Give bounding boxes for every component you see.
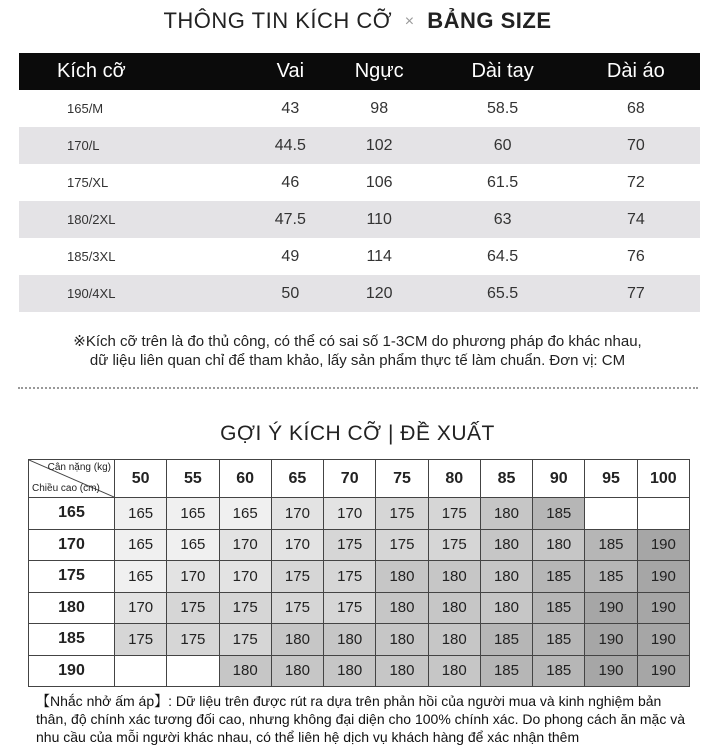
recommend-size-cell: 175 xyxy=(167,592,219,624)
size-value-cell: 47.5 xyxy=(256,201,325,238)
corner-cell xyxy=(29,460,115,498)
dotted-divider xyxy=(18,387,698,389)
recommend-size-cell: 185 xyxy=(480,624,532,656)
recommend-size-cell: 165 xyxy=(115,498,167,530)
size-value-cell: 43 xyxy=(281,99,300,117)
size-value-cell: 102 xyxy=(325,127,434,164)
recommend-size-cell: 180 xyxy=(271,655,323,687)
recommend-size-cell: 185 xyxy=(585,561,637,593)
weight-header: 95 xyxy=(585,460,637,498)
recommend-size-cell: 170 xyxy=(324,498,376,530)
recommend-size-cell: 185 xyxy=(585,529,637,561)
recommend-row xyxy=(29,592,690,624)
measurement-note xyxy=(0,332,715,370)
recommend-size-cell: 180 xyxy=(480,498,532,530)
reminder-tag: 【Nhắc nhở ấm áp】 xyxy=(36,693,169,709)
size-value-cell: 63 xyxy=(434,201,572,238)
size-value-cell: 72 xyxy=(626,173,645,191)
recommend-size-cell: 170 xyxy=(219,561,271,593)
recommend-size-cell: 175 xyxy=(324,561,376,593)
title-separator: × xyxy=(404,13,415,30)
size-value-cell: 49 xyxy=(281,247,300,265)
recommend-size-cell: 185 xyxy=(533,498,585,530)
recommend-size-cell xyxy=(167,655,219,687)
reminder-body: : Dữ liệu trên được rút ra dựa trên phản hồi của người mua và kinh nghiệm bản thân, độ chính xác tương đối cao, nhưng không đại diện cho 100% chính xác. Do phong cách ăn mặc và nhu cầu của mỗi người khác nhau, có thể liên hệ dịch vụ khách hàng để xác nhận thêm xyxy=(36,693,686,745)
recommend-size-cell: 180 xyxy=(428,592,480,624)
recommend-size-cell: 180 xyxy=(324,655,376,687)
weight-header: 100 xyxy=(637,460,689,498)
recommend-size-cell: 180 xyxy=(428,655,480,687)
recommend-size-cell: 180 xyxy=(271,624,323,656)
recommend-size-cell: 190 xyxy=(637,624,689,656)
size-value-cell: 44.5 xyxy=(256,127,325,164)
note-line: ※Kích cỡ trên là đo thủ công, có thể có sai số 1-3CM do phương pháp đo khác nhau, xyxy=(73,333,642,350)
recommend-size-cell: 180 xyxy=(480,529,532,561)
size-value-cell: 110 xyxy=(325,201,434,238)
recommend-size-cell: 165 xyxy=(115,529,167,561)
recommend-size-cell: 165 xyxy=(115,561,167,593)
recommend-size-cell: 185 xyxy=(533,624,585,656)
size-value-cell: 70 xyxy=(572,127,700,164)
recommend-size-cell: 175 xyxy=(324,529,376,561)
size-row xyxy=(19,201,700,238)
recommend-size-cell: 175 xyxy=(271,592,323,624)
height-header: 170 xyxy=(29,529,115,561)
height-header: 180 xyxy=(29,592,115,624)
recommend-size-cell: 165 xyxy=(167,529,219,561)
recommend-size-cell: 180 xyxy=(428,624,480,656)
recommend-row xyxy=(29,655,690,687)
recommend-size-cell: 165 xyxy=(219,498,271,530)
recommend-size-cell: 170 xyxy=(219,529,271,561)
size-value-cell: 77 xyxy=(572,275,700,312)
col-header: Ngực xyxy=(325,53,434,90)
height-header: 165 xyxy=(29,498,115,530)
size-label-cell: 185/3XL xyxy=(67,249,116,264)
size-row xyxy=(19,275,700,312)
recommend-size-cell: 185 xyxy=(533,655,585,687)
recommend-size-cell: 175 xyxy=(115,624,167,656)
size-label-cell: 190/4XL xyxy=(19,275,256,312)
recommend-size-cell: 175 xyxy=(376,529,428,561)
recommend-size-cell: 175 xyxy=(167,624,219,656)
size-label-cell: 180/2XL xyxy=(19,201,256,238)
size-value-cell: 46 xyxy=(281,173,300,191)
height-header: 175 xyxy=(29,561,115,593)
recommend-size-cell: 180 xyxy=(376,655,428,687)
recommend-size-cell: 180 xyxy=(480,561,532,593)
recommend-size-cell xyxy=(637,498,689,530)
size-value-cell: 106 xyxy=(365,173,393,191)
size-label-cell: 165/M xyxy=(67,101,104,116)
size-label-cell: 170/L xyxy=(19,127,256,164)
recommend-size-cell: 170 xyxy=(167,561,219,593)
recommend-size-cell: 180 xyxy=(480,592,532,624)
size-value-cell: 98 xyxy=(370,99,389,117)
weight-header: 65 xyxy=(271,460,323,498)
weight-header: 70 xyxy=(324,460,376,498)
recommend-size-cell: 190 xyxy=(637,529,689,561)
weight-header: 55 xyxy=(167,460,219,498)
size-row xyxy=(19,238,700,275)
size-row xyxy=(19,127,700,164)
col-header: Dài áo xyxy=(572,53,700,90)
recommend-row xyxy=(29,624,690,656)
recommend-size-cell: 190 xyxy=(637,655,689,687)
size-row xyxy=(19,90,700,127)
recommend-size-cell: 180 xyxy=(376,592,428,624)
title-right: BẢNG SIZE xyxy=(427,8,552,33)
recommend-size-cell: 185 xyxy=(533,592,585,624)
recommend-size-cell: 180 xyxy=(376,561,428,593)
recommend-size-cell: 175 xyxy=(324,592,376,624)
weight-header: 90 xyxy=(533,460,585,498)
title-left: THÔNG TIN KÍCH CỠ xyxy=(163,8,393,33)
recommend-size-cell: 185 xyxy=(533,561,585,593)
size-value-cell: 120 xyxy=(325,275,434,312)
size-value-cell: 60 xyxy=(434,127,572,164)
recommend-size-cell: 170 xyxy=(271,529,323,561)
recommend-size-cell: 190 xyxy=(637,561,689,593)
weight-label: Cân nặng (kg) xyxy=(47,462,111,473)
size-value-cell: 74 xyxy=(572,201,700,238)
recommend-size-cell: 185 xyxy=(480,655,532,687)
recommend-size-cell: 175 xyxy=(376,498,428,530)
note-line: dữ liệu liên quan chỉ để tham khảo, lấy sản phẩm thực tế làm chuẩn. Đơn vị: CM xyxy=(89,352,626,369)
size-value-cell: 114 xyxy=(366,247,392,265)
recommend-size-cell: 170 xyxy=(115,592,167,624)
recommend-table xyxy=(28,459,690,687)
height-header: 185 xyxy=(29,624,115,656)
recommend-size-cell: 175 xyxy=(428,498,480,530)
recommend-size-cell xyxy=(585,498,637,530)
recommend-size-cell: 180 xyxy=(219,655,271,687)
size-table-header xyxy=(19,53,700,90)
recommend-size-cell: 190 xyxy=(637,592,689,624)
size-table xyxy=(19,53,700,312)
recommend-size-cell: 175 xyxy=(219,592,271,624)
reminder-text xyxy=(36,692,686,746)
weight-header: 85 xyxy=(480,460,532,498)
size-row xyxy=(19,164,700,201)
recommend-size-cell: 190 xyxy=(585,624,637,656)
recommend-size-cell: 175 xyxy=(428,529,480,561)
size-value-cell: 64.5 xyxy=(487,247,519,265)
size-label-cell: 175/XL xyxy=(67,175,109,190)
weight-header: 50 xyxy=(115,460,167,498)
recommend-row xyxy=(29,561,690,593)
recommend-size-cell: 180 xyxy=(533,529,585,561)
recommend-size-cell: 180 xyxy=(324,624,376,656)
size-value-cell: 50 xyxy=(256,275,325,312)
recommend-size-cell: 165 xyxy=(167,498,219,530)
recommend-size-cell: 180 xyxy=(428,561,480,593)
weight-header: 75 xyxy=(376,460,428,498)
recommend-size-cell: 175 xyxy=(271,561,323,593)
size-value-cell: 58.5 xyxy=(487,99,519,117)
recommend-size-cell: 170 xyxy=(271,498,323,530)
recommend-size-cell: 180 xyxy=(376,624,428,656)
height-header: 190 xyxy=(29,655,115,687)
weight-header: 60 xyxy=(219,460,271,498)
weight-header: 80 xyxy=(428,460,480,498)
height-label: Chiều cao (cm) xyxy=(32,483,100,494)
recommend-row xyxy=(29,529,690,561)
size-value-cell: 68 xyxy=(626,99,645,117)
recommend-size-cell: 190 xyxy=(585,655,637,687)
size-value-cell: 61.5 xyxy=(487,173,519,191)
recommend-title: GỢI Ý KÍCH CỠ | ĐỀ XUẤT xyxy=(220,422,495,445)
recommend-header-row xyxy=(29,460,690,498)
recommend-size-cell: 175 xyxy=(219,624,271,656)
recommend-row xyxy=(29,498,690,530)
col-header: Vai xyxy=(256,53,325,90)
size-value-cell: 76 xyxy=(626,247,645,265)
recommend-size-cell: 190 xyxy=(585,592,637,624)
recommend-size-cell xyxy=(115,655,167,687)
size-value-cell: 65.5 xyxy=(434,275,572,312)
col-header: Kích cỡ xyxy=(19,53,256,90)
size-info-title xyxy=(0,8,715,34)
col-header: Dài tay xyxy=(434,53,572,90)
